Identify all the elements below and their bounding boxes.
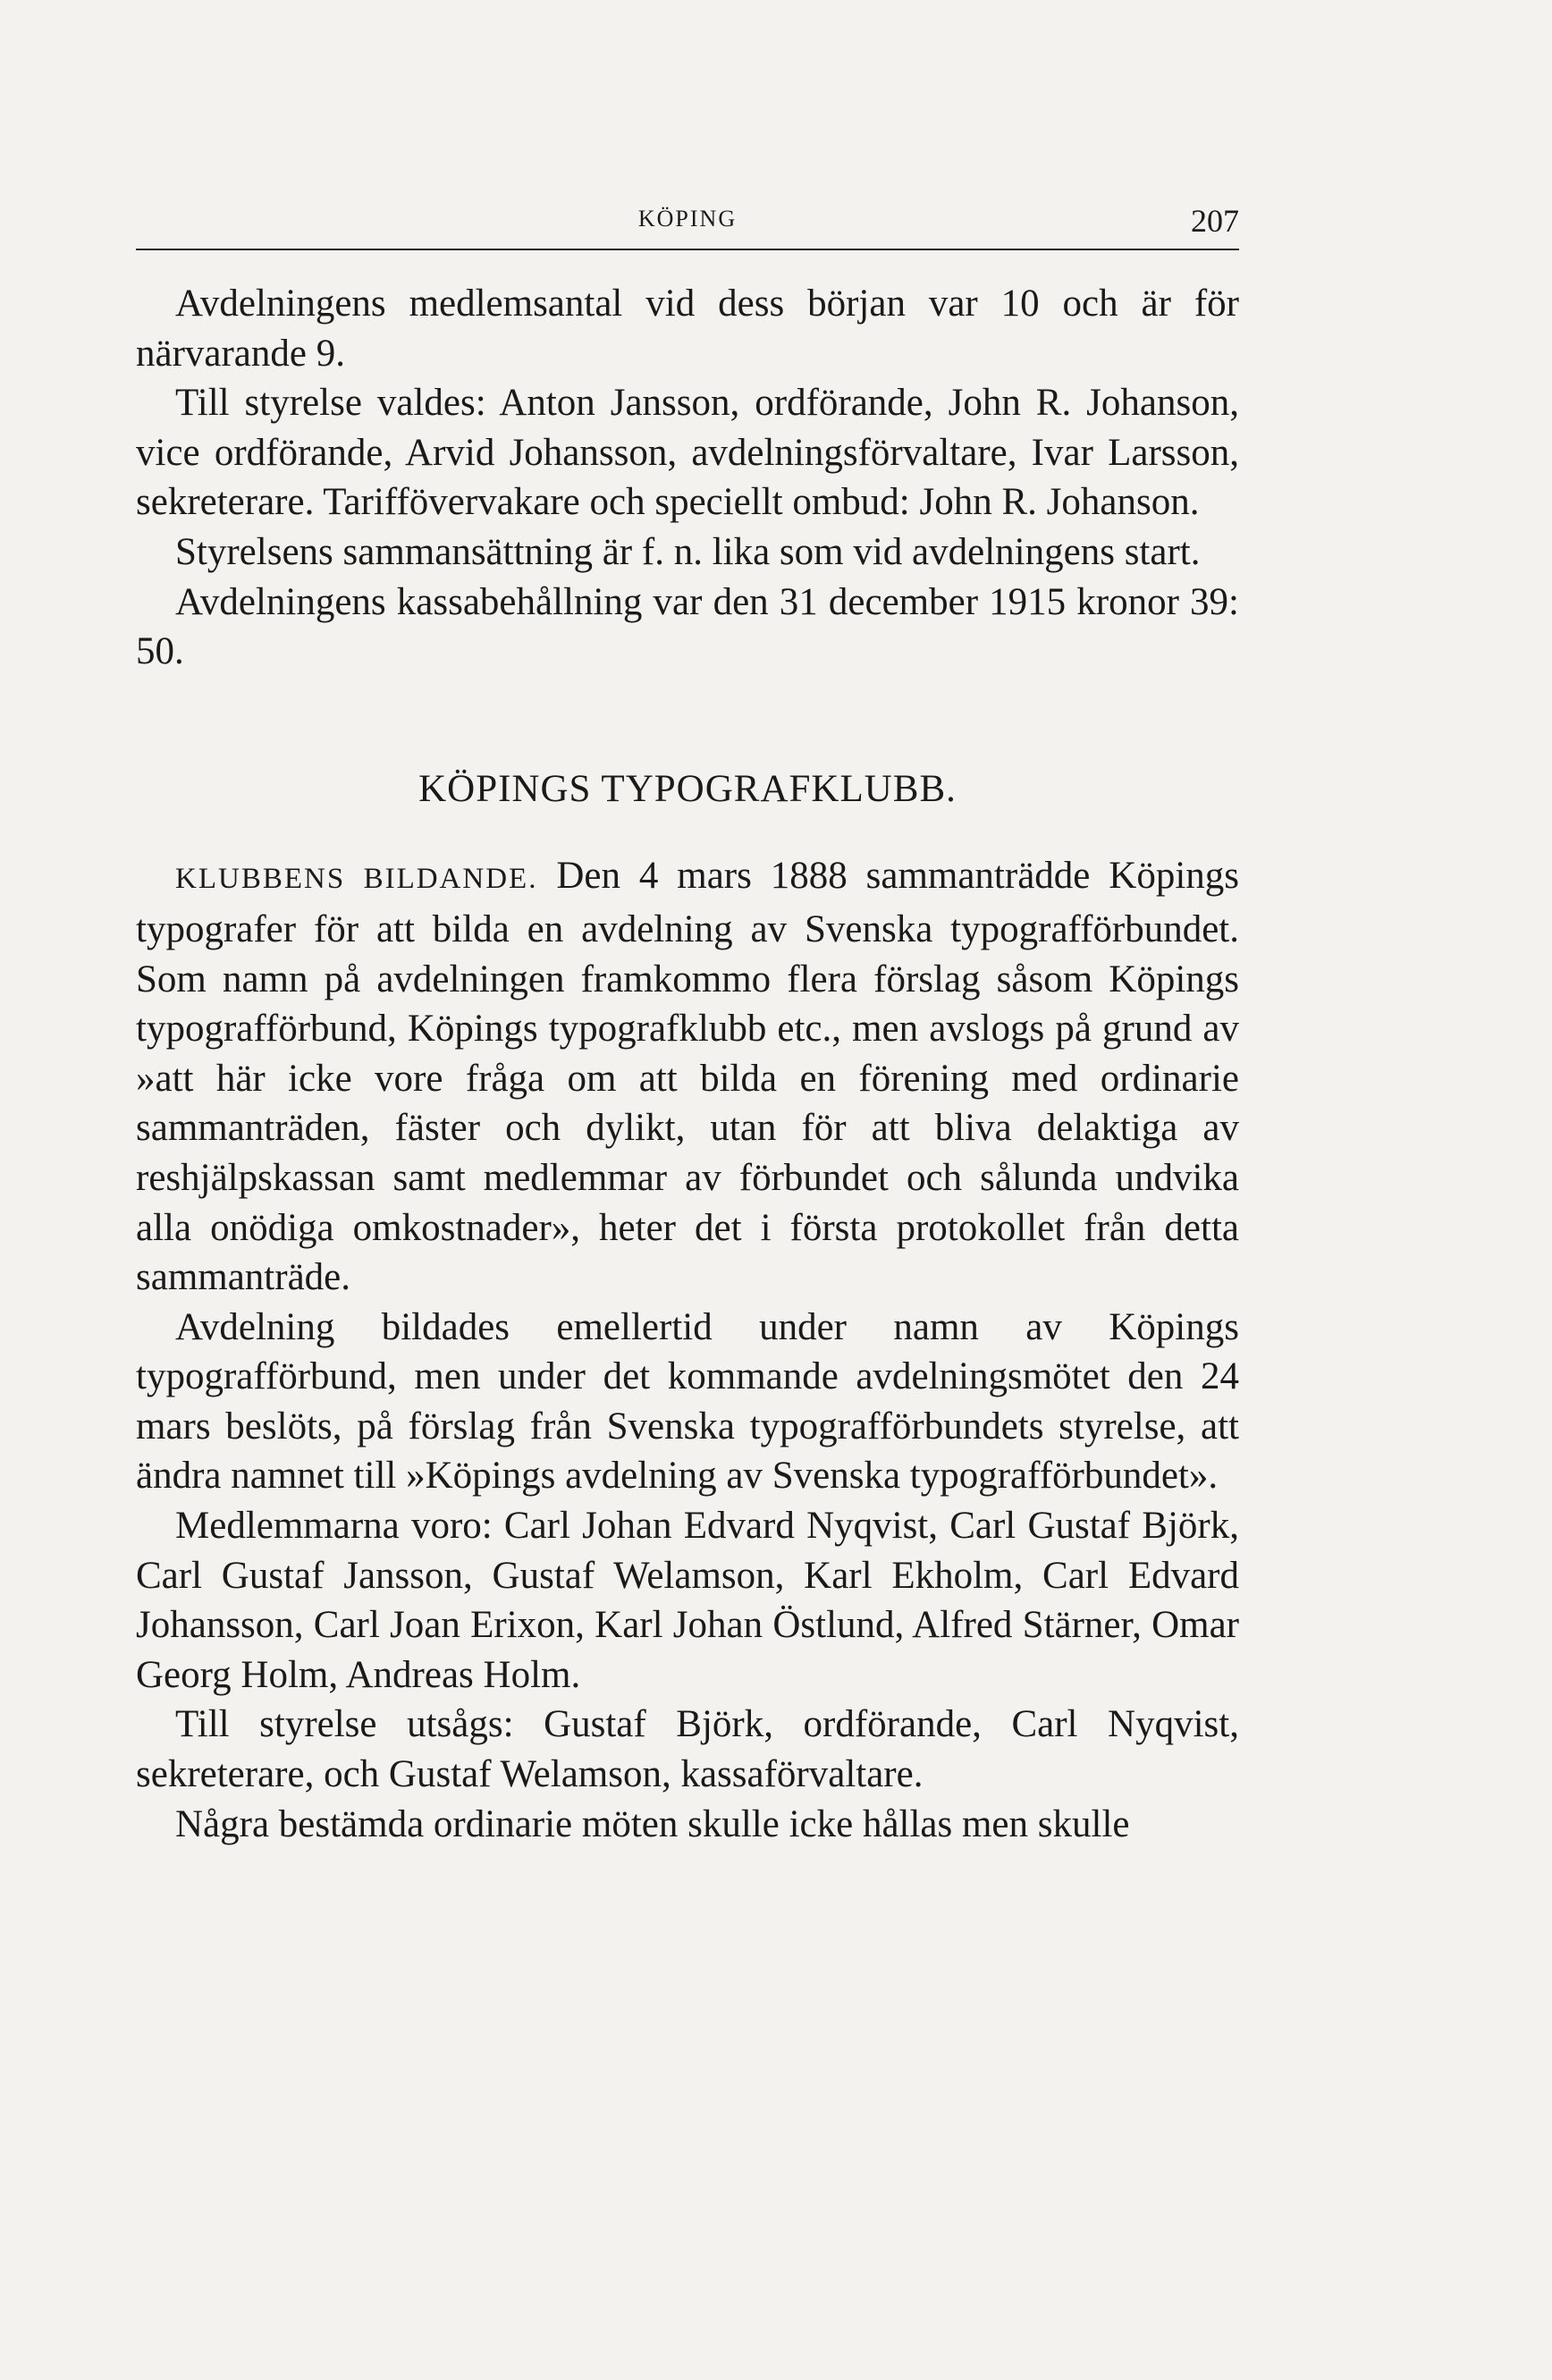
paragraph: Medlemmarna voro: Carl Johan Edvard Nyqvist, Carl Gustaf Björk, Carl Gustaf Jansson, Gustaf Welamson, Karl Ekholm, Carl Edvard Johansson, Carl Joan Erixon, Karl Johan Östlund, Alfred Stärner, Omar Georg Holm, Andreas Holm. <box>136 1505 1239 1696</box>
paragraph: Till styrelse utsågs: Gustaf Björk, ordförande, Carl Nyqvist, sekreterare, och Gustaf Welamson, kassaförvaltare. <box>136 1703 1239 1796</box>
body-text <box>136 279 1239 1849</box>
paragraph <box>136 851 1239 1302</box>
paragraph: Avdelningens medlemsantal vid dess början var 10 och är för närvarande 9. <box>136 283 1239 375</box>
paragraph: Till styrelse valdes: Anton Jansson, ordförande, John R. Johanson, vice ordförande, Arvid Johansson, avdelningsförvaltare, Ivar Larsson, sekreterare. Tariffövervakare och speciellt ombud: John R. Johanson. <box>136 382 1239 524</box>
page-number: 207 <box>1191 203 1239 239</box>
running-title: KÖPING <box>637 206 738 232</box>
paragraph-text: Den 4 mars 1888 sammanträdde Köpings typografer för att bilda en avdelning av Svenska typografförbundet. Som namn på avdelningen framkommo flera förslag såsom Köpings typografförbund, Köpings typografklubb etc., men avslogs på grund av »att här icke vore fråga om att bilda en förening med ordinarie sammanträden, fäster och dylikt, utan för att bliva delaktiga av reshjälpskassan samt medlemmar av förbundet och sålunda undvika alla onödiga omkostnader», heter det i första protokollet från detta sammanträde. <box>136 855 1239 1299</box>
paragraph-lead-in: KLUBBENS BILDANDE. <box>175 863 538 896</box>
paragraph: Styrelsens sammansättning är f. n. lika som vid avdelningens start. <box>175 530 1201 573</box>
paragraph: Avdelningens kassabehållning var den 31 december 1915 kronor 39: 50. <box>136 580 1239 673</box>
paragraph: Några bestämda ordinarie möten skulle icke hållas men skulle <box>175 1802 1130 1845</box>
paragraph: Avdelning bildades emellertid under namn av Köpings typografförbund, men under det kommande avdelningsmötet den 24 mars beslöts, på förslag från Svenska typografförbundets styrelse, att ändra namnet till »Köpings avdelning av Svenska typografförbundet». <box>136 1305 1239 1498</box>
section-heading: KÖPINGS TYPOGRAFKLUBB. <box>418 767 957 810</box>
running-header <box>136 202 1239 250</box>
